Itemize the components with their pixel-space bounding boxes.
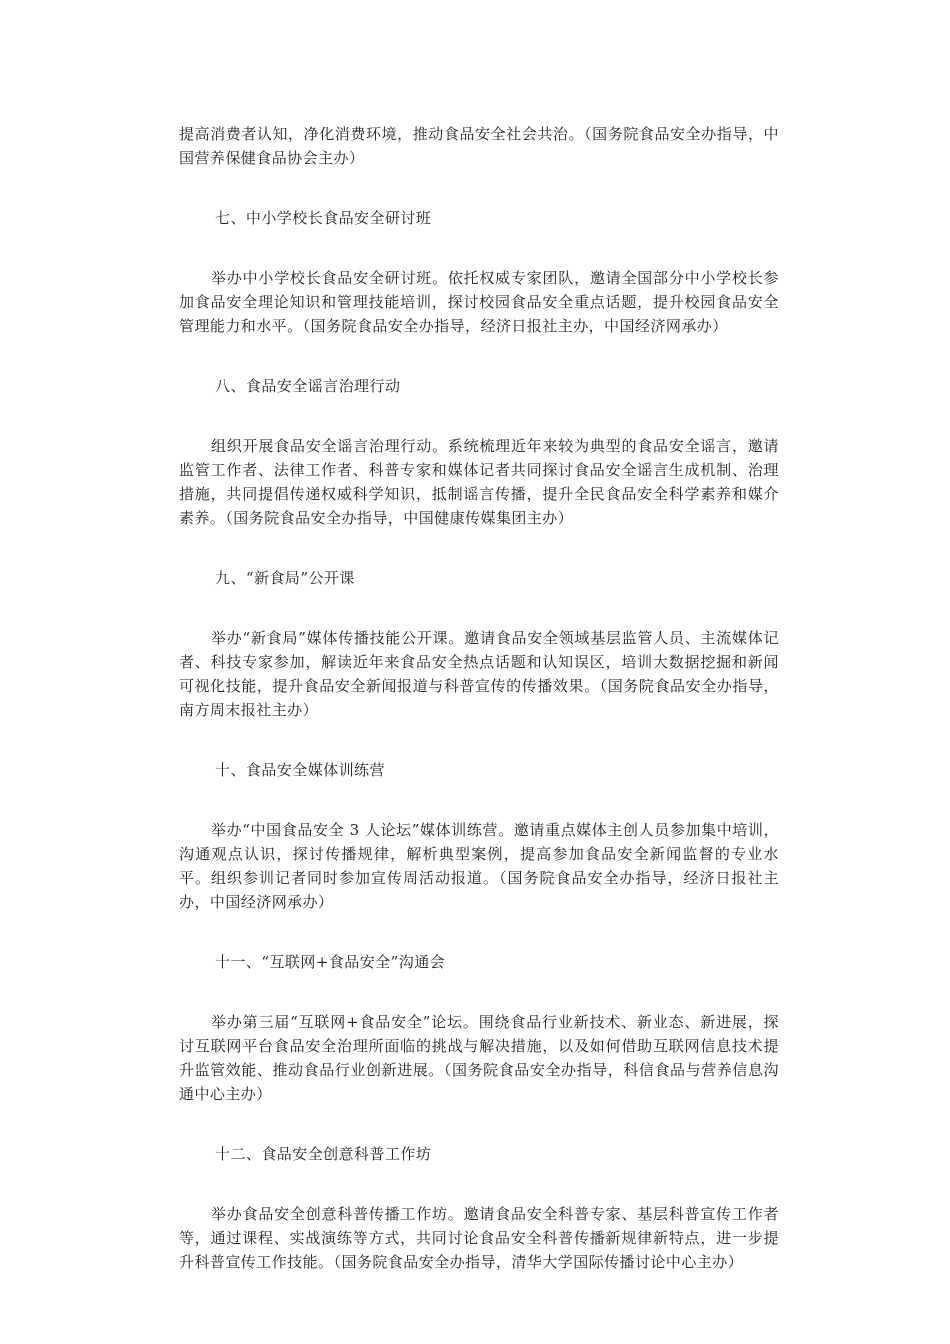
paragraph-section-11: 举办第三届“互联网+食品安全”论坛。围绕食品行业新技术、新业态、新进展，探讨互联网平台食品安全治理所面临的挑战与解决措施，以及如何借助互联网信息技术提升监管效能、推动食品行业创新进展。（国务院食品安全办指导，科信食品与营养信息沟通中心主办） bbox=[179, 1013, 779, 1103]
section-heading-11: 十一、“互联网+食品安全”沟通会 bbox=[215, 953, 446, 971]
section-heading-12: 十二、食品安全创意科普工作坊 bbox=[215, 1145, 432, 1163]
paragraph-section-8: 组织开展食品安全谣言治理行动。系统梳理近年来较为典型的食品安全谣言，邀请监管工作者、法律工作者、科普专家和媒体记者共同探讨食品安全谣言生成机制、治理措施，共同提倡传递权威科学知识，抵制谣言传播，提升全民食品安全科学素养和媒介素养。（国务院食品安全办指导，中国健康传媒集团主办） bbox=[179, 437, 779, 527]
paragraph-intro-continuation: 提高消费者认知，净化消费环境，推动食品安全社会共治。（国务院食品安全办指导，中国营养保健食品协会主办） bbox=[179, 125, 779, 167]
paragraph-section-10: 举办“中国食品安全 3 人论坛”媒体训练营。邀请重点媒体主创人员参加集中培训，沟通观点认识，探讨传播规律，解析典型案例，提高参加食品安全新闻监督的专业水平。组织参训记者同时参加宣传周活动报道。（国务院食品安全办指导，经济日报社主办，中国经济网承办） bbox=[179, 821, 779, 911]
section-heading-10: 十、食品安全媒体训练营 bbox=[215, 761, 385, 779]
paragraph-section-7: 举办中小学校长食品安全研讨班。依托权威专家团队，邀请全国部分中小学校长参加食品安全理论知识和管理技能培训，探讨校园食品安全重点话题，提升校园食品安全管理能力和水平。（国务院食品安全办指导，经济日报社主办，中国经济网承办） bbox=[179, 269, 779, 335]
section-heading-7: 七、中小学校长食品安全研讨班 bbox=[215, 209, 432, 227]
document-body bbox=[179, 122, 779, 1274]
paragraph-section-9: 举办“新食局”媒体传播技能公开课。邀请食品安全领域基层监管人员、主流媒体记者、科技专家参加，解读近年来食品安全热点话题和认知误区，培训大数据挖掘和新闻可视化技能，提升食品安全新闻报道与科普宣传的传播效果。（国务院食品安全办指导，南方周末报社主办） bbox=[179, 629, 779, 719]
section-heading-8: 八、食品安全谣言治理行动 bbox=[215, 377, 401, 395]
paragraph-section-12: 举办食品安全创意科普传播工作坊。邀请食品安全科普专家、基层科普宣传工作者等，通过课程、实战演练等方式，共同讨论食品安全科普传播新规律新特点，进一步提升科普宣传工作技能。（国务院食品安全办指导，清华大学国际传播讨论中心主办） bbox=[179, 1205, 779, 1271]
section-heading-9: 九、“新食局”公开课 bbox=[215, 569, 355, 587]
